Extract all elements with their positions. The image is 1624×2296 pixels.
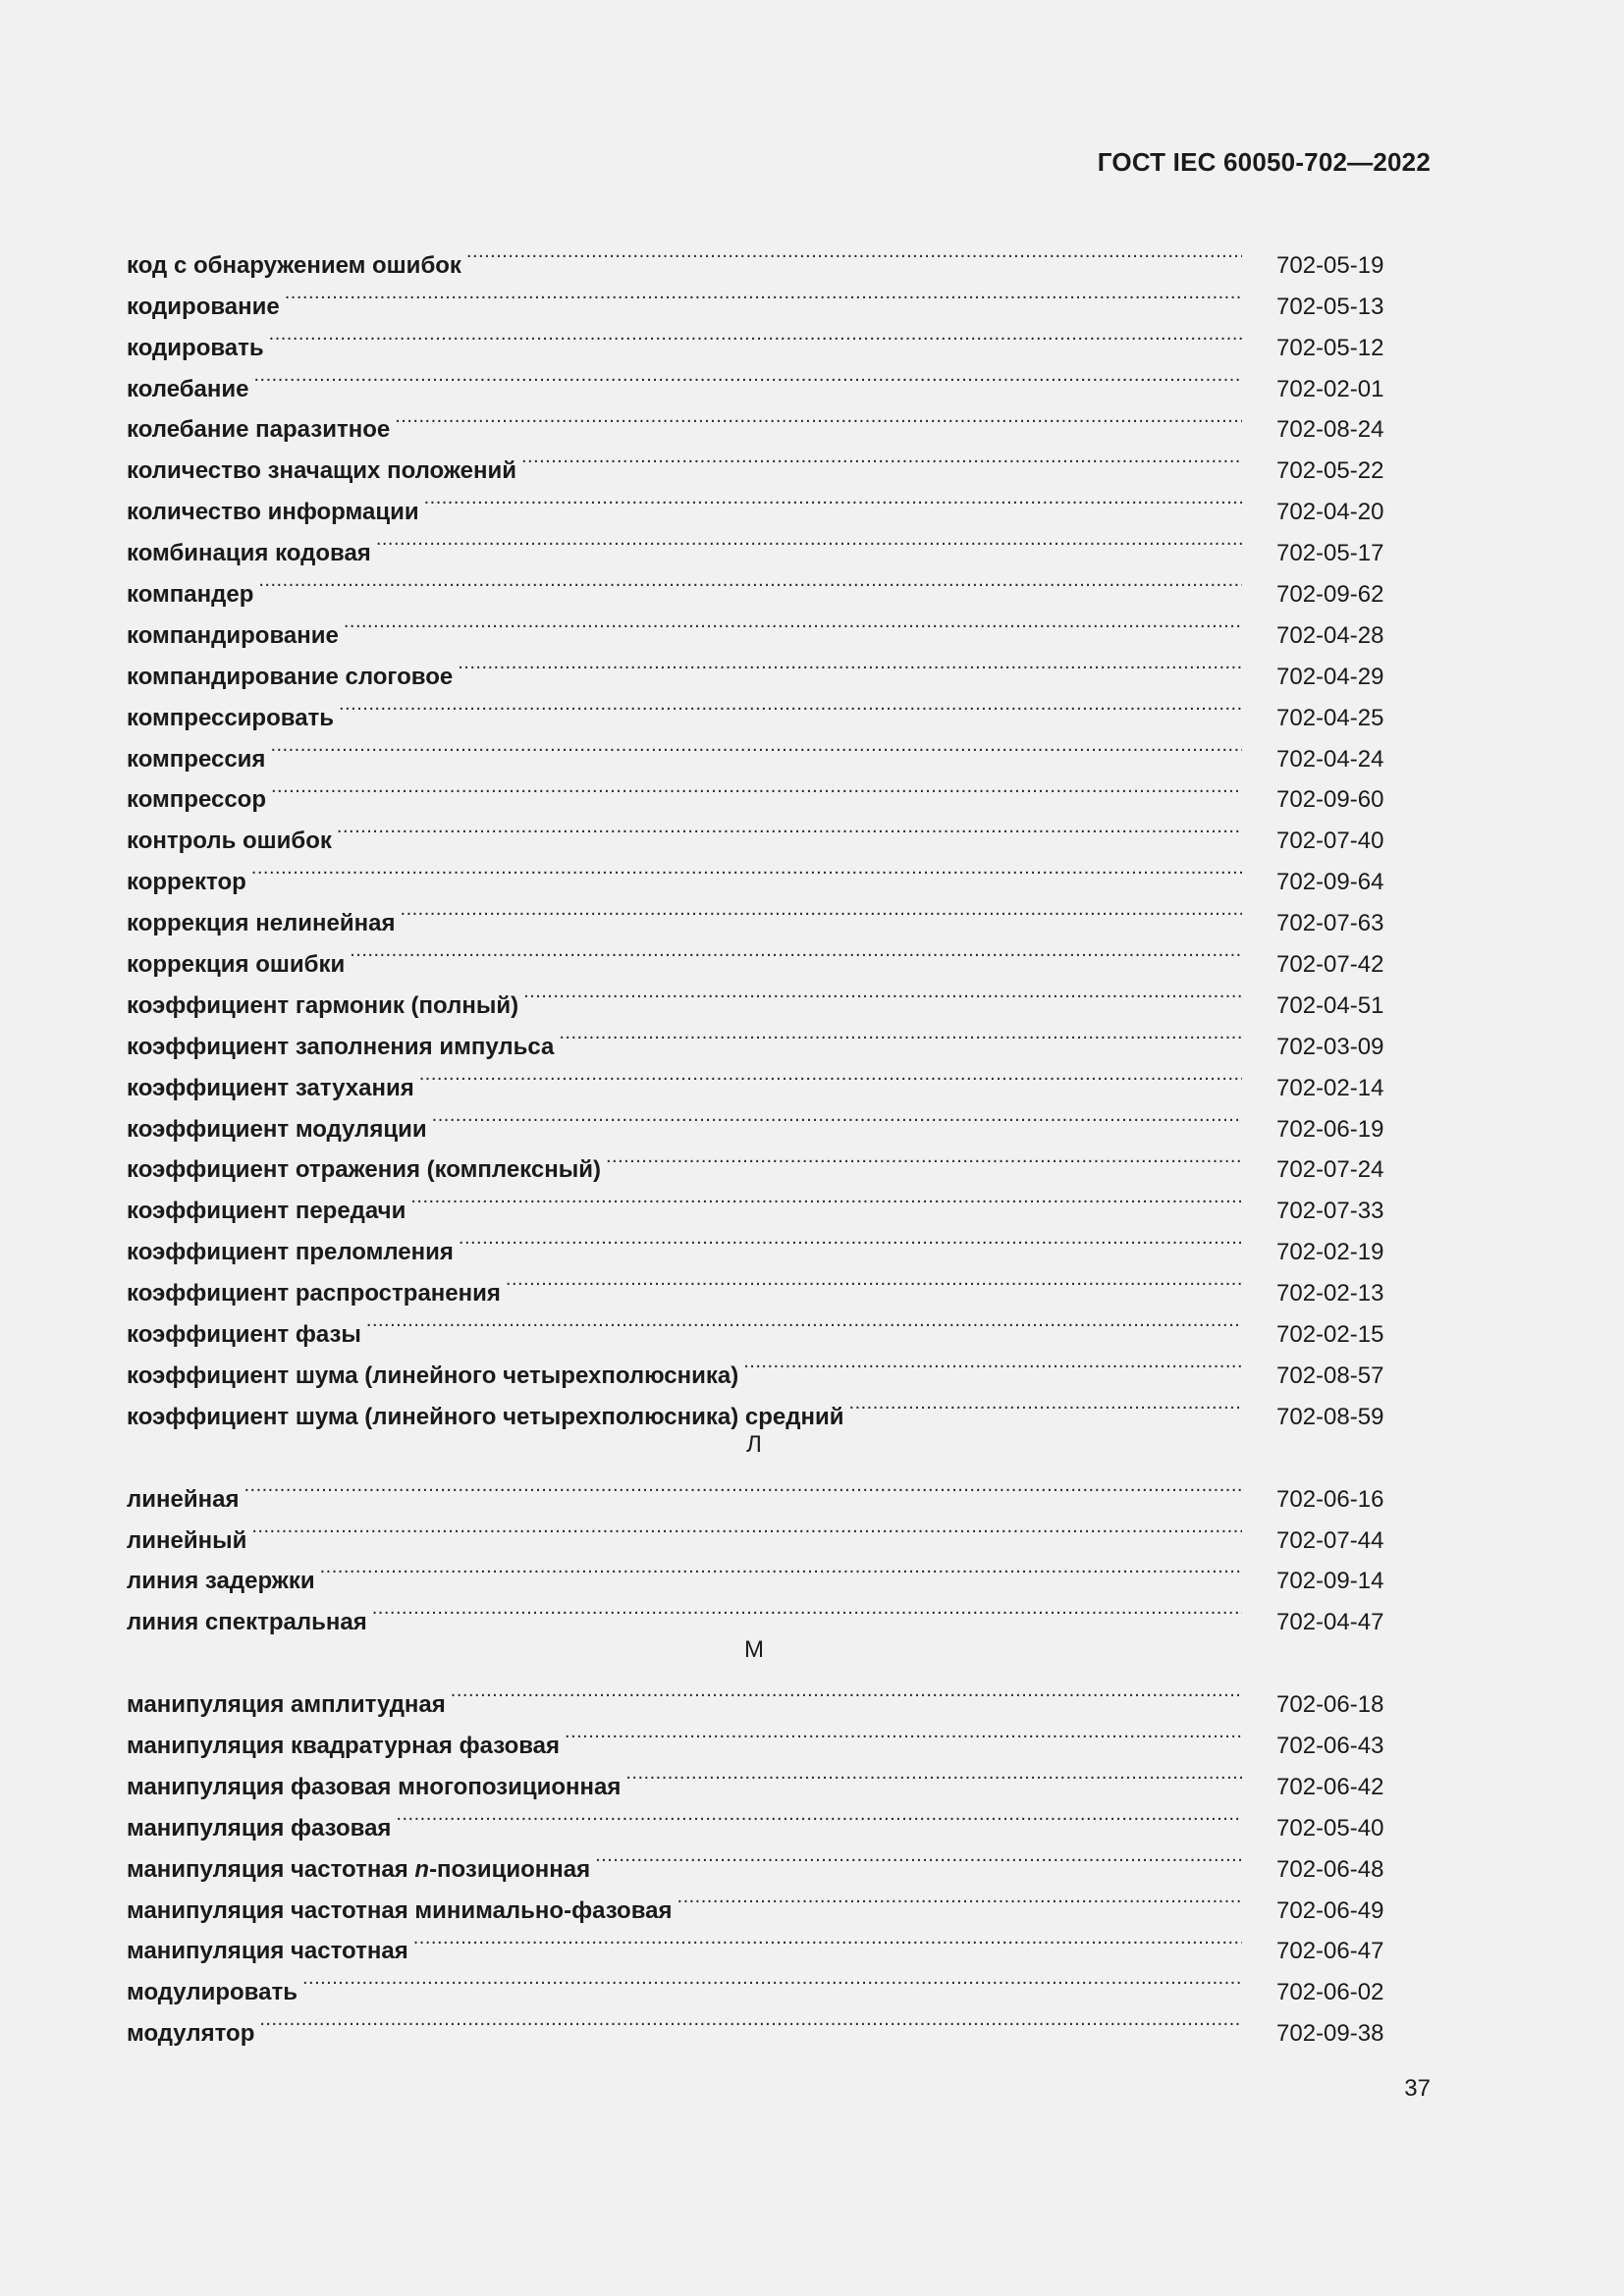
term: коэффициент отражения (комплексный) xyxy=(127,1156,601,1184)
index-entry xyxy=(127,355,1401,402)
term: кодировать xyxy=(127,334,264,361)
term: код с обнаружением ошибок xyxy=(127,251,461,279)
term: коррекция нелинейная xyxy=(127,910,396,937)
term: манипуляция фазовая многопозиционная xyxy=(127,1773,622,1800)
term-reference: 702-06-47 xyxy=(1276,1938,1384,1965)
index-entry xyxy=(127,767,1401,814)
term-reference: 702-07-33 xyxy=(1276,1198,1384,1225)
index-entry xyxy=(127,273,1401,320)
term-reference: 702-04-20 xyxy=(1276,499,1384,526)
term-reference: 702-02-01 xyxy=(1276,375,1384,402)
dot-leader xyxy=(677,1877,1242,1918)
term: манипуляция частотная xyxy=(127,1938,408,1965)
index-entry xyxy=(127,397,1401,444)
term: манипуляция амплитудная xyxy=(127,1691,446,1719)
term: коэффициент затухания xyxy=(127,1074,414,1101)
term-italic: n xyxy=(414,1855,430,1883)
dot-leader xyxy=(258,561,1242,602)
index-entry xyxy=(127,848,1401,896)
index-entry xyxy=(127,889,1401,937)
dot-leader xyxy=(419,1054,1242,1095)
term: корректор xyxy=(127,869,246,896)
term-reference: 702-09-64 xyxy=(1276,869,1384,896)
term: компрессор xyxy=(127,786,266,814)
term-reference: 702-02-15 xyxy=(1276,1321,1384,1349)
dot-leader xyxy=(606,1137,1242,1178)
dot-leader xyxy=(521,437,1242,478)
term: коэффициент преломления xyxy=(127,1239,454,1266)
term xyxy=(127,1849,590,1891)
term-reference: 702-06-16 xyxy=(1276,1485,1384,1513)
term: коэффициент шума (линейного четырехполюсника) средний xyxy=(127,1403,844,1430)
dot-leader xyxy=(320,1548,1242,1589)
dot-leader xyxy=(396,1794,1242,1836)
dot-leader xyxy=(432,1095,1242,1137)
term: коэффициент заполнения импульса xyxy=(127,1033,555,1060)
dot-leader xyxy=(466,232,1242,273)
term: коэффициент гармоник (полный) xyxy=(127,991,519,1019)
dot-leader xyxy=(395,397,1242,438)
term-reference: 702-06-43 xyxy=(1276,1732,1384,1759)
index-entry xyxy=(127,314,1401,361)
term-reference: 702-05-19 xyxy=(1276,251,1384,279)
index-entry xyxy=(127,807,1401,855)
term: компандирование слоговое xyxy=(127,663,454,690)
term: коэффициент передачи xyxy=(127,1198,406,1225)
dot-leader xyxy=(410,1177,1242,1218)
term-reference: 702-06-42 xyxy=(1276,1773,1384,1800)
term-reference: 702-02-19 xyxy=(1276,1239,1384,1266)
dot-leader xyxy=(413,1918,1242,1959)
term: компандер xyxy=(127,581,254,609)
dot-leader xyxy=(743,1342,1242,1383)
term-reference: 702-07-63 xyxy=(1276,910,1384,937)
term-reference: 702-07-40 xyxy=(1276,828,1384,855)
index-entry xyxy=(127,561,1401,609)
dot-leader xyxy=(376,519,1242,561)
term-reference: 702-07-24 xyxy=(1276,1156,1384,1184)
term: количество информации xyxy=(127,499,419,526)
term-reference: 702-02-13 xyxy=(1276,1280,1384,1308)
term-reference: 702-04-51 xyxy=(1276,991,1384,1019)
document-header: ГОСТ IEC 60050-702—2022 xyxy=(1097,147,1431,177)
term-reference: 702-04-29 xyxy=(1276,663,1384,690)
dot-leader xyxy=(259,2000,1242,2041)
index-entry xyxy=(127,725,1401,773)
dot-leader xyxy=(251,1507,1242,1548)
terms-index xyxy=(127,232,1401,2048)
term-reference: 702-06-48 xyxy=(1276,1855,1384,1883)
term: модулятор xyxy=(127,2020,255,2048)
term-reference: 702-04-25 xyxy=(1276,704,1384,731)
dot-leader xyxy=(254,355,1243,397)
dot-leader xyxy=(625,1753,1242,1794)
term-reference: 702-05-22 xyxy=(1276,457,1384,485)
dot-leader xyxy=(344,602,1242,643)
index-entry xyxy=(127,1588,1401,1636)
dot-leader xyxy=(244,1466,1242,1507)
dot-leader xyxy=(285,273,1242,314)
index-entry xyxy=(127,1548,1401,1595)
term-reference: 702-05-17 xyxy=(1276,540,1384,567)
term-reference: 702-06-02 xyxy=(1276,1979,1384,2006)
term: линия спектральная xyxy=(127,1609,367,1636)
term-reference: 702-06-19 xyxy=(1276,1115,1384,1143)
dot-leader xyxy=(366,1301,1242,1342)
term: компандирование xyxy=(127,621,339,649)
term: компрессия xyxy=(127,745,266,773)
term-reference: 702-05-40 xyxy=(1276,1814,1384,1842)
section-letter: Л xyxy=(746,1430,762,1458)
term-reference: 702-04-24 xyxy=(1276,745,1384,773)
term-reference: 702-08-57 xyxy=(1276,1362,1384,1389)
index-entry xyxy=(127,1466,1401,1513)
term-reference: 702-08-24 xyxy=(1276,416,1384,444)
dot-leader xyxy=(350,931,1242,972)
section-letter: М xyxy=(744,1636,764,1664)
index-entry xyxy=(127,232,1401,279)
term: кодирование xyxy=(127,293,280,320)
dot-leader xyxy=(271,767,1242,808)
term: колебание xyxy=(127,375,249,402)
term: манипуляция фазовая xyxy=(127,1814,392,1842)
dot-leader xyxy=(523,972,1242,1013)
term-reference: 702-06-49 xyxy=(1276,1896,1384,1924)
index-entry xyxy=(127,2000,1401,2048)
dot-leader xyxy=(339,684,1242,725)
dot-leader xyxy=(372,1588,1242,1629)
dot-leader xyxy=(424,478,1242,519)
dot-leader xyxy=(269,314,1242,355)
dot-leader xyxy=(849,1383,1242,1424)
term: линейная xyxy=(127,1485,240,1513)
dot-leader xyxy=(251,848,1242,889)
term: манипуляция частотная минимально-фазовая xyxy=(127,1896,673,1924)
term-reference: 702-09-60 xyxy=(1276,786,1384,814)
term: коэффициент модуляции xyxy=(127,1115,427,1143)
term-reference: 702-08-59 xyxy=(1276,1403,1384,1430)
dot-leader xyxy=(595,1836,1242,1877)
dot-leader xyxy=(565,1712,1242,1753)
term: колебание паразитное xyxy=(127,416,391,444)
dot-leader xyxy=(458,643,1242,684)
term: коэффициент фазы xyxy=(127,1321,361,1349)
page-number: 37 xyxy=(1404,2075,1431,2102)
term: компрессировать xyxy=(127,704,335,731)
index-entry xyxy=(127,1958,1401,2006)
term-reference: 702-07-44 xyxy=(1276,1526,1384,1554)
term-suffix: -позиционная xyxy=(429,1855,591,1883)
term: коррекция ошибки xyxy=(127,951,346,979)
term: контроль ошибок xyxy=(127,828,332,855)
term: линейный xyxy=(127,1526,247,1554)
term-reference: 702-09-62 xyxy=(1276,581,1384,609)
dot-leader xyxy=(270,725,1242,767)
index-entry xyxy=(127,602,1401,649)
term-reference: 702-02-14 xyxy=(1276,1074,1384,1101)
term-reference: 702-07-42 xyxy=(1276,951,1384,979)
term: коэффициент шума (линейного четырехполюсника) xyxy=(127,1362,739,1389)
dot-leader xyxy=(337,807,1242,848)
term: количество значащих положений xyxy=(127,457,516,485)
term-reference: 702-06-18 xyxy=(1276,1691,1384,1719)
term: коэффициент распространения xyxy=(127,1280,501,1308)
term-reference: 702-09-38 xyxy=(1276,2020,1384,2048)
dot-leader xyxy=(559,1013,1242,1054)
dot-leader xyxy=(506,1259,1242,1301)
term-reference: 702-04-47 xyxy=(1276,1609,1384,1636)
term-reference: 702-05-13 xyxy=(1276,293,1384,320)
term-reference: 702-05-12 xyxy=(1276,334,1384,361)
term: комбинация кодовая xyxy=(127,540,371,567)
dot-leader xyxy=(451,1671,1242,1712)
term-reference: 702-09-14 xyxy=(1276,1568,1384,1595)
term-reference: 702-03-09 xyxy=(1276,1033,1384,1060)
term: манипуляция квадратурная фазовая xyxy=(127,1732,561,1759)
term: линия задержки xyxy=(127,1568,315,1595)
dot-leader xyxy=(459,1218,1242,1259)
term-prefix: манипуляция частотная xyxy=(127,1855,415,1883)
index-entry xyxy=(127,1671,1401,1719)
term: модулировать xyxy=(127,1979,298,2006)
dot-leader xyxy=(302,1958,1242,2000)
term-reference: 702-04-28 xyxy=(1276,621,1384,649)
index-entry xyxy=(127,1507,1401,1554)
dot-leader xyxy=(401,889,1242,931)
